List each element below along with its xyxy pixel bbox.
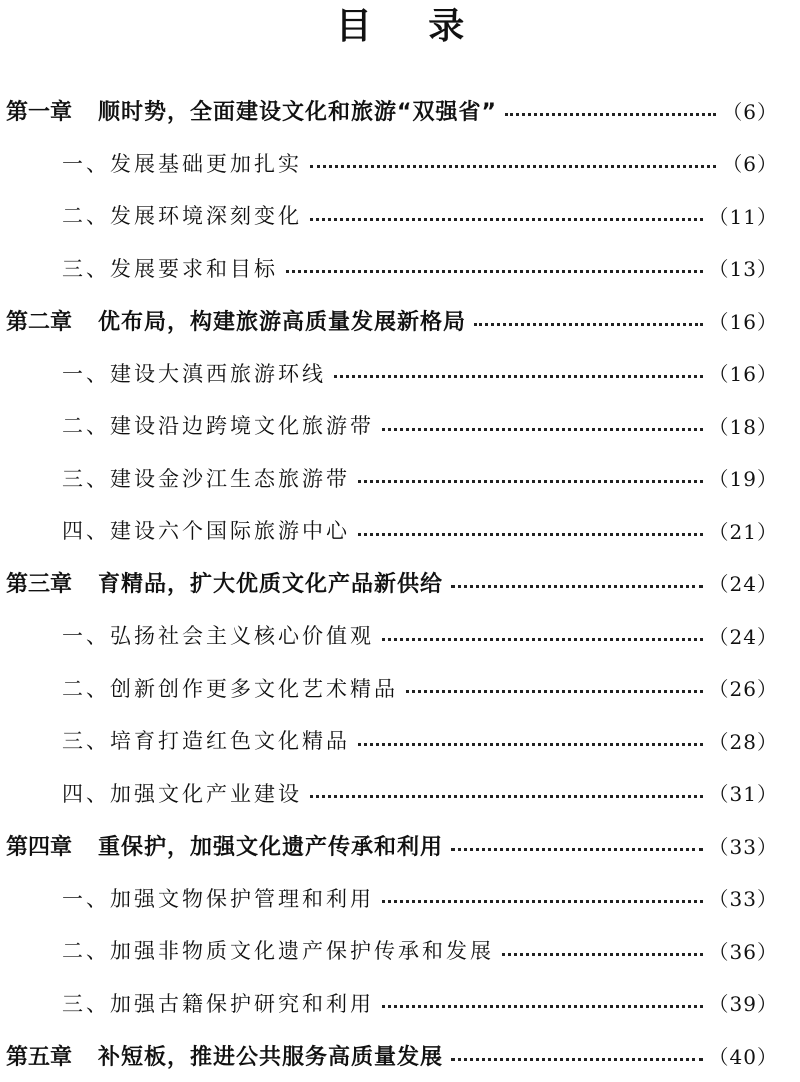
- table-of-contents: [0, 84, 800, 1082]
- toc-chapter-entry[interactable]: [0, 1029, 800, 1082]
- page-number: （6）: [722, 99, 778, 124]
- dot-leader: [382, 638, 703, 641]
- toc-chapter-entry[interactable]: [0, 557, 800, 610]
- dot-leader: [474, 323, 703, 326]
- toc-section-entry[interactable]: [0, 767, 800, 820]
- chapter-number: 第四章: [6, 834, 73, 860]
- chapter-number: 第三章: [6, 572, 73, 598]
- page-number: （6）: [722, 152, 778, 177]
- page-number: （16）: [708, 309, 778, 334]
- section-title: 三、发展要求和目标: [62, 256, 278, 281]
- dot-leader: [334, 375, 703, 378]
- section-title: 二、加强非物质文化遗产保护传承和发展: [62, 939, 494, 964]
- toc-section-entry[interactable]: [0, 137, 800, 190]
- page-number: （19）: [708, 467, 778, 492]
- section-title: 一、发展基础更加扎实: [62, 151, 302, 176]
- section-title: 三、建设金沙江生态旅游带: [62, 466, 350, 491]
- page-number: （40）: [708, 1044, 778, 1069]
- dot-leader: [382, 428, 703, 431]
- toc-section-entry[interactable]: [0, 924, 800, 977]
- toc-section-entry[interactable]: [0, 872, 800, 925]
- section-title: 一、弘扬社会主义核心价值观: [62, 624, 374, 649]
- page-number: （39）: [708, 992, 778, 1017]
- dot-leader: [310, 165, 716, 168]
- section-title: 二、发展环境深刻变化: [62, 204, 302, 229]
- page-number: （31）: [708, 782, 778, 807]
- dot-leader: [358, 533, 703, 536]
- dot-leader: [310, 218, 703, 221]
- section-title: 三、培育打造红色文化精品: [62, 729, 350, 754]
- toc-section-entry[interactable]: [0, 977, 800, 1030]
- toc-section-entry[interactable]: [0, 504, 800, 557]
- page-number: （26）: [708, 677, 778, 702]
- dot-leader: [406, 690, 703, 693]
- section-title: 二、创新创作更多文化艺术精品: [62, 676, 398, 701]
- chapter-title: 顺时势，全面建设文化和旅游“双强省”: [98, 99, 497, 125]
- section-title: 二、建设沿边跨境文化旅游带: [62, 414, 374, 439]
- page-number: （33）: [708, 887, 778, 912]
- chapter-number: 第一章: [6, 99, 73, 125]
- section-title: 一、加强文物保护管理和利用: [62, 886, 374, 911]
- dot-leader: [358, 743, 703, 746]
- page-number: （33）: [708, 834, 778, 859]
- toc-section-entry[interactable]: [0, 347, 800, 400]
- toc-section-entry[interactable]: [0, 662, 800, 715]
- page-number: （11）: [708, 204, 778, 229]
- page-number: （16）: [708, 362, 778, 387]
- page-title: 目 录: [335, 6, 487, 47]
- page-number: （36）: [708, 939, 778, 964]
- toc-chapter-entry[interactable]: [0, 294, 800, 347]
- chapter-title: 育精品，扩大优质文化产品新供给: [98, 572, 444, 598]
- page-number: （24）: [708, 572, 778, 597]
- section-title: 一、建设大滇西旅游环线: [62, 361, 326, 386]
- toc-section-entry[interactable]: [0, 452, 800, 505]
- section-title: 四、加强文化产业建设: [62, 781, 302, 806]
- toc-chapter-entry[interactable]: [0, 84, 800, 137]
- chapter-title: 重保护，加强文化遗产传承和利用: [98, 834, 444, 860]
- toc-section-entry[interactable]: [0, 714, 800, 767]
- chapter-number: 第二章: [6, 309, 73, 335]
- page-number: （24）: [708, 624, 778, 649]
- dot-leader: [286, 270, 703, 273]
- page-number: （28）: [708, 729, 778, 754]
- page-number: （13）: [708, 257, 778, 282]
- toc-chapter-entry[interactable]: [0, 819, 800, 872]
- section-title: 三、加强古籍保护研究和利用: [62, 991, 374, 1016]
- toc-section-entry[interactable]: [0, 399, 800, 452]
- dot-leader: [310, 795, 703, 798]
- toc-section-entry[interactable]: [0, 189, 800, 242]
- dot-leader: [382, 900, 703, 903]
- chapter-number: 第五章: [6, 1044, 73, 1070]
- dot-leader: [451, 1058, 703, 1061]
- dot-leader: [451, 848, 703, 851]
- dot-leader: [358, 480, 703, 483]
- chapter-title: 优布局，构建旅游高质量发展新格局: [98, 309, 467, 335]
- section-title: 四、建设六个国际旅游中心: [62, 519, 350, 544]
- page-number: （21）: [708, 519, 778, 544]
- toc-section-entry[interactable]: [0, 609, 800, 662]
- toc-section-entry[interactable]: [0, 242, 800, 295]
- dot-leader: [451, 585, 703, 588]
- dot-leader: [382, 1005, 703, 1008]
- chapter-title: 补短板，推进公共服务高质量发展: [98, 1044, 444, 1070]
- dot-leader: [505, 113, 716, 116]
- dot-leader: [502, 953, 703, 956]
- page-number: （18）: [708, 414, 778, 439]
